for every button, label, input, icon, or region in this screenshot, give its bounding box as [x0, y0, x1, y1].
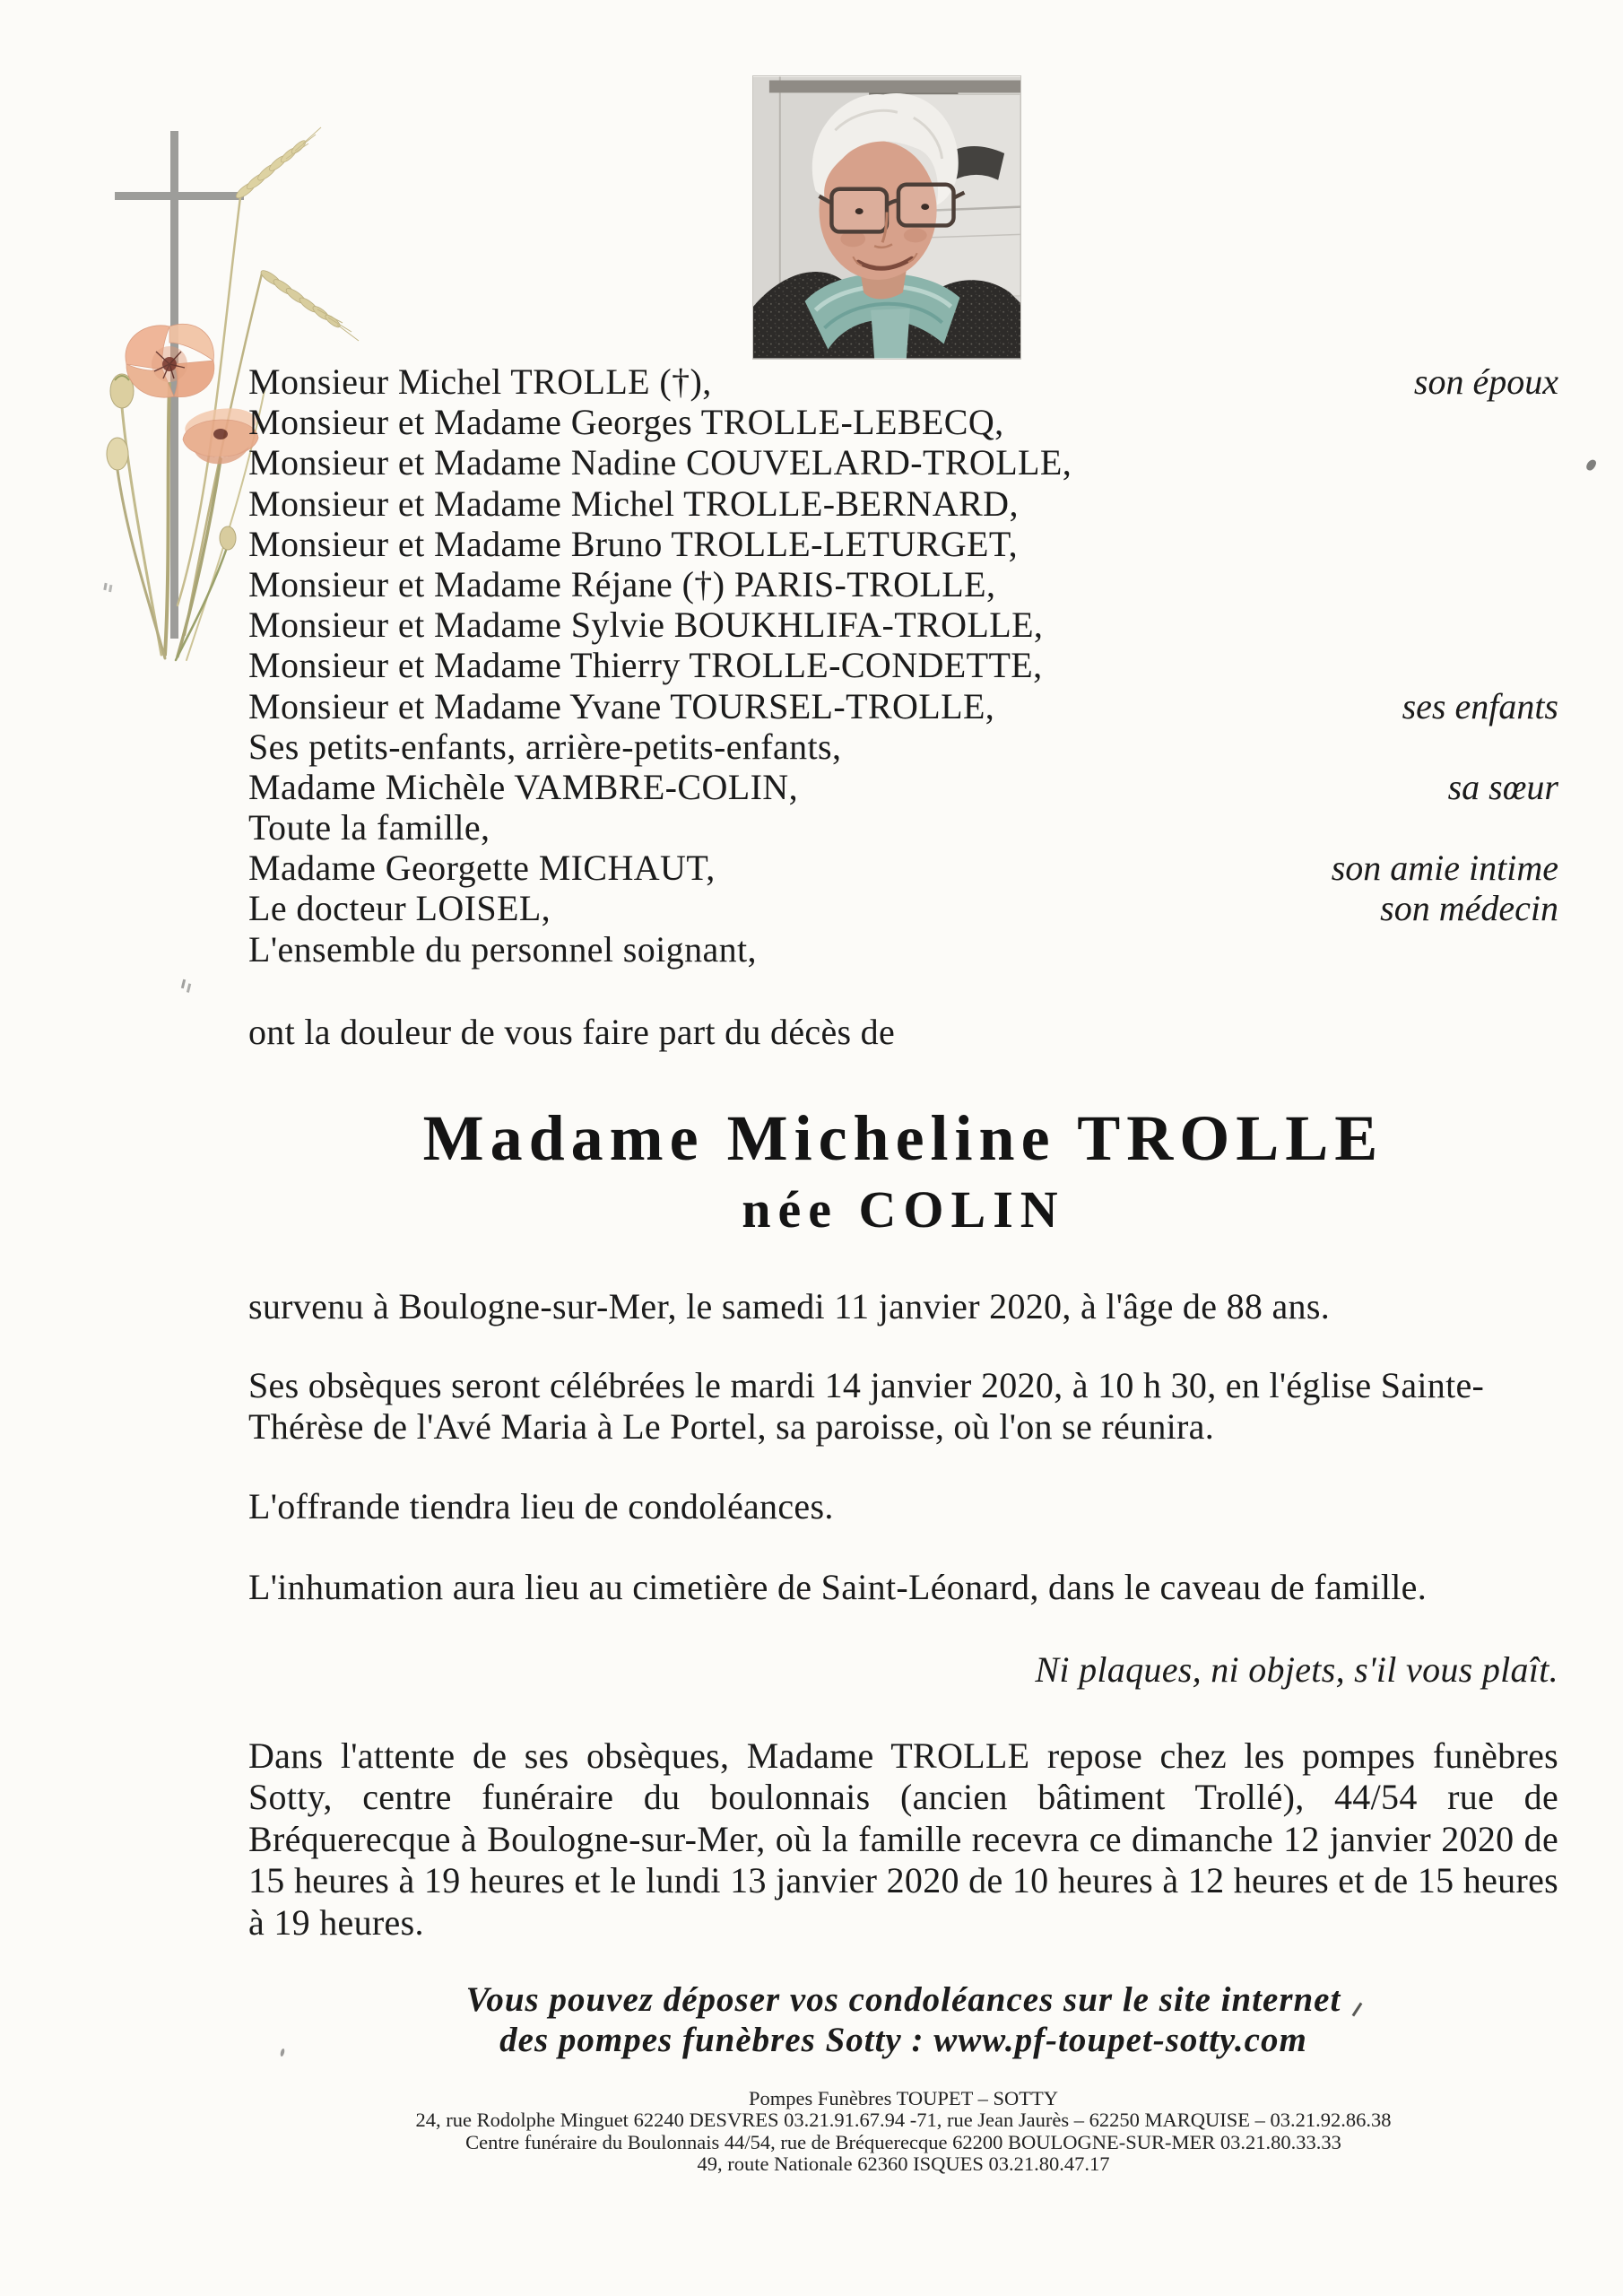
deceased-name-title: Madame Micheline TROLLE [422, 1102, 1384, 1174]
list-item [248, 928, 1558, 969]
list-item [248, 441, 1558, 482]
list-item [248, 685, 1558, 726]
list-item [248, 726, 1558, 766]
list-item [248, 483, 1558, 523]
mourner-name: Monsieur et Madame Bruno TROLLE-LETURGET, [248, 523, 1019, 564]
mourner-name: Toute la famille, [248, 807, 490, 848]
scan-artifact [1584, 458, 1597, 473]
mourner-name: Monsieur et Madame Yvane TOURSEL-TROLLE, [248, 685, 995, 726]
list-item [248, 847, 1558, 887]
list-item [248, 806, 1558, 847]
list-item [248, 887, 1558, 927]
relation-label: ses enfants [1402, 685, 1558, 726]
wheat-head [259, 268, 359, 341]
offering-line: L'offrande tiendra lieu de condoléances. [248, 1486, 834, 1526]
relation-label: sa sœur [1447, 766, 1558, 807]
list-item [248, 563, 1558, 604]
list-item [248, 644, 1558, 684]
relation-label: son médecin [1380, 888, 1558, 929]
mourner-name: Monsieur et Madame Georges TROLLE-LEBECQ, [248, 402, 1004, 443]
list-item [248, 401, 1558, 441]
poppy-flower [183, 404, 258, 465]
funeral-home-address-2: Centre funéraire du Boulonnais 44/54, rue de Bréquerecque 62200 BOULOGNE-SUR-MER 03.21.80.33.33 [465, 2130, 1341, 2153]
condolences-website-line2: des pompes funèbres Sotty : www.pf-toupet-sotty.com [499, 2021, 1307, 2059]
mourner-name: Le docteur LOISEL, [248, 888, 551, 929]
no-plaques-request: Ni plaques, ni objets, s'il vous plaît. [1035, 1649, 1558, 1690]
relation-label: son époux [1413, 361, 1558, 402]
maiden-name: née COLIN [742, 1180, 1065, 1239]
mourner-name: Monsieur et Madame Nadine COUVELARD-TROLLE, [248, 442, 1072, 483]
scan-artifact [181, 979, 186, 988]
mourner-name: Monsieur et Madame Réjane (†) PARIS-TROLLE, [248, 563, 996, 604]
mourner-name: Monsieur Michel TROLLE (†), [248, 361, 712, 402]
mourner-name: Monsieur et Madame Thierry TROLLE-CONDETTE, [248, 645, 1043, 686]
mourner-name: Monsieur et Madame Sylvie BOUKHLIFA-TROLLE, [248, 604, 1044, 646]
visitation-paragraph: Dans l'attente de ses obsèques, Madame TROLLE repose chez les pompes funèbres Sotty, centre funéraire du boulonnais (ancien bâtiment Trollé), 44/54 rue de Bréquerecque à Boulogne-sur-Mer, où la famille recevra ce dimanche 12 janvier 2020 de 15 heures à 19 heures et le lundi 13 janvier 2020 de 10 heures à 12 heures et de 15 heures à 19 heures. [248, 1735, 1558, 1943]
list-item [248, 766, 1558, 806]
list-item [248, 361, 1558, 401]
wheat-head [234, 127, 321, 201]
funeral-info-paragraph: Ses obsèques seront célébrées le mardi 14 janvier 2020, à 10 h 30, en l'église Sainte-Thérèse de l'Avé Maria à Le Portel, sa paroisse, où l'on se réunira. [248, 1365, 1485, 1447]
funeral-home-address-3: 49, route Nationale 62360 ISQUES 03.21.80.47.17 [697, 2152, 1110, 2176]
mourners-list [248, 361, 1558, 969]
portrait-photo [753, 76, 1020, 359]
funeral-home-address-1: 24, rue Rodolphe Minguet 62240 DESVRES 03.21.91.67.94 -71, rue Jean Jaurès – 62250 MARQUISE – 03.21.92.86.38 [415, 2109, 1392, 2132]
condolences-website-line1: Vous pouvez déposer vos condoléances sur le site internet [465, 1980, 1341, 2019]
mourner-name: Madame Georgette MICHAUT, [248, 848, 716, 889]
poppy-flower [126, 324, 214, 397]
funeral-home-name: Pompes Funèbres TOUPET – SOTTY [748, 2087, 1058, 2109]
list-item [248, 523, 1558, 563]
mourner-name: Ses petits-enfants, arrière-petits-enfants, [248, 726, 842, 767]
mourner-name: Monsieur et Madame Michel TROLLE-BERNARD, [248, 483, 1019, 524]
relation-label: son amie intime [1331, 848, 1558, 889]
announcement-line: ont la douleur de vous faire part du décès de [248, 1012, 896, 1052]
mourner-name: L'ensemble du personnel soignant, [248, 928, 757, 970]
mourner-name: Madame Michèle VAMBRE-COLIN, [248, 766, 798, 807]
burial-line: L'inhumation aura lieu au cimetière de Saint-Léonard, dans le caveau de famille. [248, 1567, 1427, 1607]
death-info-line: survenu à Boulogne-sur-Mer, le samedi 11 janvier 2020, à l'âge de 88 ans. [248, 1286, 1331, 1326]
list-item [248, 604, 1558, 644]
funeral-home-footer [248, 2088, 1558, 2176]
